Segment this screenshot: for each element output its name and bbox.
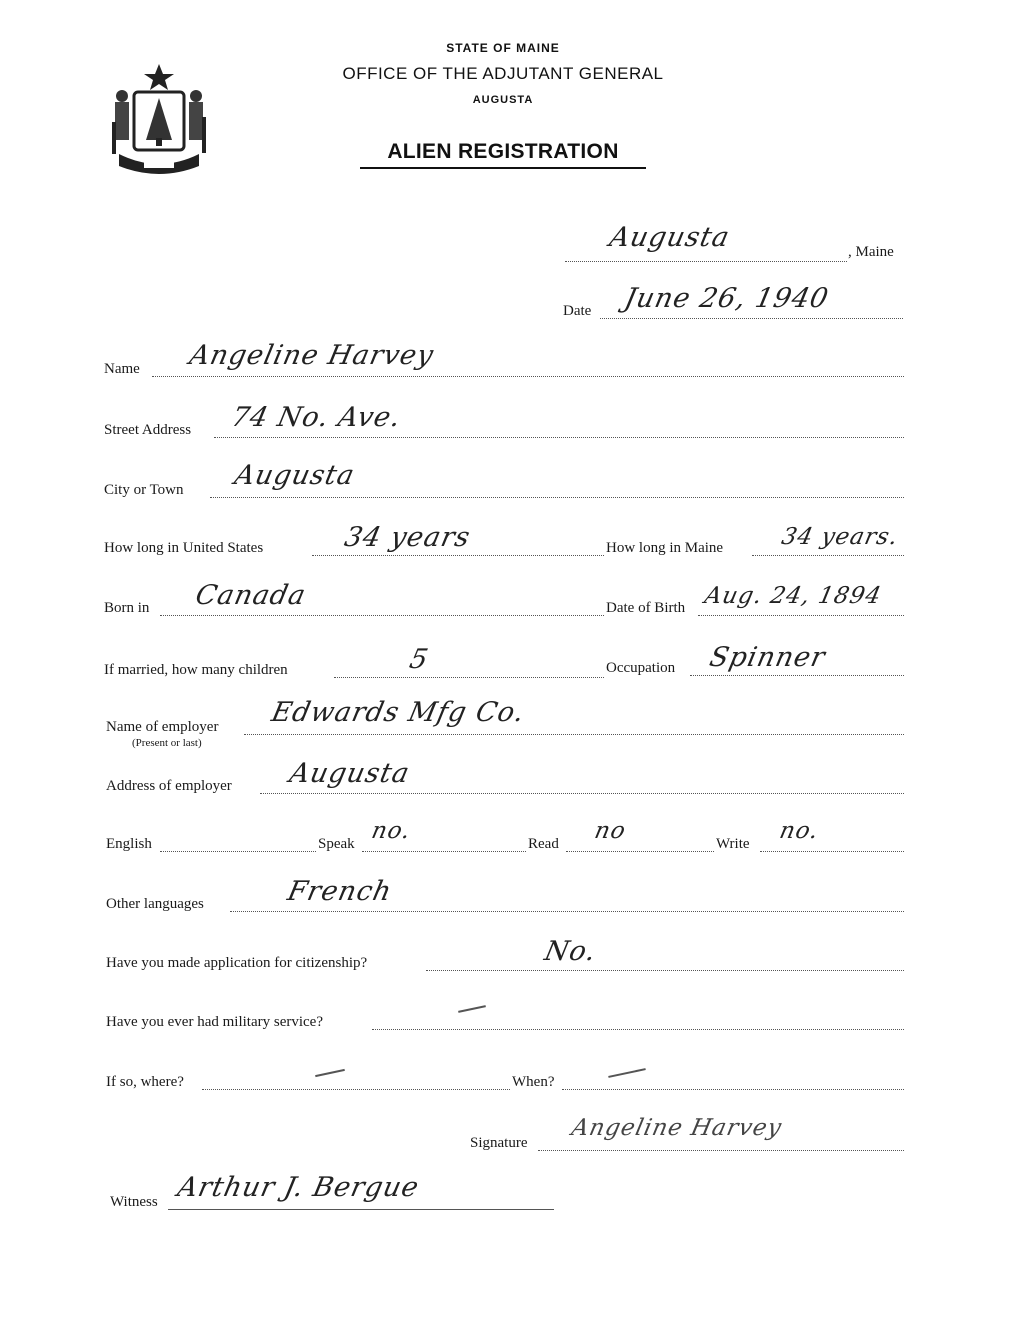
how-long-us-value: 34 years	[341, 522, 474, 553]
read-line	[566, 851, 714, 852]
street-value: 74 No. Ave.	[228, 402, 405, 433]
how-long-maine-value: 34 years.	[779, 524, 901, 550]
date-of-birth-line	[698, 615, 904, 616]
employer-name-label: Name of employer	[106, 719, 219, 735]
children-line	[334, 677, 604, 678]
employer-address-label: Address of employer	[106, 778, 232, 794]
children-label: If married, how many children	[104, 662, 288, 678]
other-languages-label: Other languages	[106, 896, 204, 912]
children-value: 5	[406, 644, 432, 675]
date-label: Date	[563, 303, 592, 319]
born-in-line	[160, 615, 604, 616]
speak-line	[362, 851, 526, 852]
occupation-value: Spinner	[706, 642, 829, 673]
employer-address-value: Augusta	[286, 758, 413, 789]
place-value: Augusta	[606, 222, 733, 253]
when-line	[562, 1089, 904, 1090]
street-line	[214, 437, 904, 438]
name-value: Angeline Harvey	[186, 340, 437, 371]
where-line	[202, 1089, 510, 1090]
citizenship-line	[426, 970, 904, 971]
name-label: Name	[104, 361, 140, 377]
when-dash-mark	[608, 1068, 646, 1078]
state-heading: STATE OF MAINE	[446, 41, 560, 55]
employer-address-line	[260, 793, 904, 794]
military-line	[372, 1029, 904, 1030]
witness-line	[168, 1209, 554, 1210]
english-line	[160, 851, 316, 852]
born-in-value: Canada	[192, 580, 309, 611]
citizenship-label: Have you made application for citizenship?	[106, 955, 368, 971]
write-line	[760, 851, 904, 852]
military-dash-mark	[458, 1005, 486, 1013]
maine-state-seal-icon	[104, 62, 214, 177]
read-label: Read	[528, 836, 559, 852]
signature-label: Signature	[470, 1135, 528, 1151]
date-line	[600, 318, 903, 319]
date-of-birth-label: Date of Birth	[606, 600, 686, 616]
occupation-line	[690, 675, 904, 676]
write-value: no.	[777, 818, 822, 844]
speak-value: no.	[369, 818, 414, 844]
city-heading: AUGUSTA	[472, 94, 534, 106]
born-in-label: Born in	[104, 600, 150, 616]
read-value: no	[592, 818, 629, 844]
where-dash-mark	[315, 1069, 345, 1077]
other-languages-value: French	[284, 876, 395, 907]
employer-name-line	[244, 734, 904, 735]
place-suffix: , Maine	[848, 244, 894, 260]
date-of-birth-value: Aug. 24, 1894	[702, 583, 884, 609]
when-label: When?	[512, 1074, 555, 1090]
signature-line	[538, 1150, 904, 1151]
employer-name-value: Edwards Mfg Co.	[268, 697, 528, 728]
city-label: City or Town	[104, 482, 184, 498]
name-line	[152, 376, 904, 377]
occupation-label: Occupation	[606, 660, 676, 676]
how-long-us-label: How long in United States	[104, 540, 264, 556]
other-languages-line	[230, 911, 904, 912]
english-label: English	[106, 836, 152, 852]
witness-label: Witness	[110, 1194, 158, 1210]
where-label: If so, where?	[106, 1074, 184, 1090]
how-long-us-line	[312, 555, 604, 556]
military-label: Have you ever had military service?	[106, 1014, 323, 1030]
how-long-maine-label: How long in Maine	[606, 540, 724, 556]
city-value: Augusta	[231, 460, 358, 491]
write-label: Write	[716, 836, 750, 852]
form-title: ALIEN REGISTRATION	[360, 140, 646, 169]
citizenship-value: No.	[541, 936, 600, 967]
speak-label: Speak	[318, 836, 355, 852]
place-line	[565, 261, 847, 262]
witness-value: Arthur J. Bergue	[174, 1172, 423, 1203]
date-value: June 26, 1940	[621, 283, 832, 314]
signature-value: Angeline Harvey	[569, 1115, 785, 1141]
employer-name-sublabel: (Present or last)	[132, 737, 202, 749]
street-label: Street Address	[104, 422, 192, 438]
city-line	[210, 497, 904, 498]
how-long-maine-line	[752, 555, 904, 556]
office-heading: OFFICE OF THE ADJUTANT GENERAL	[342, 64, 664, 83]
